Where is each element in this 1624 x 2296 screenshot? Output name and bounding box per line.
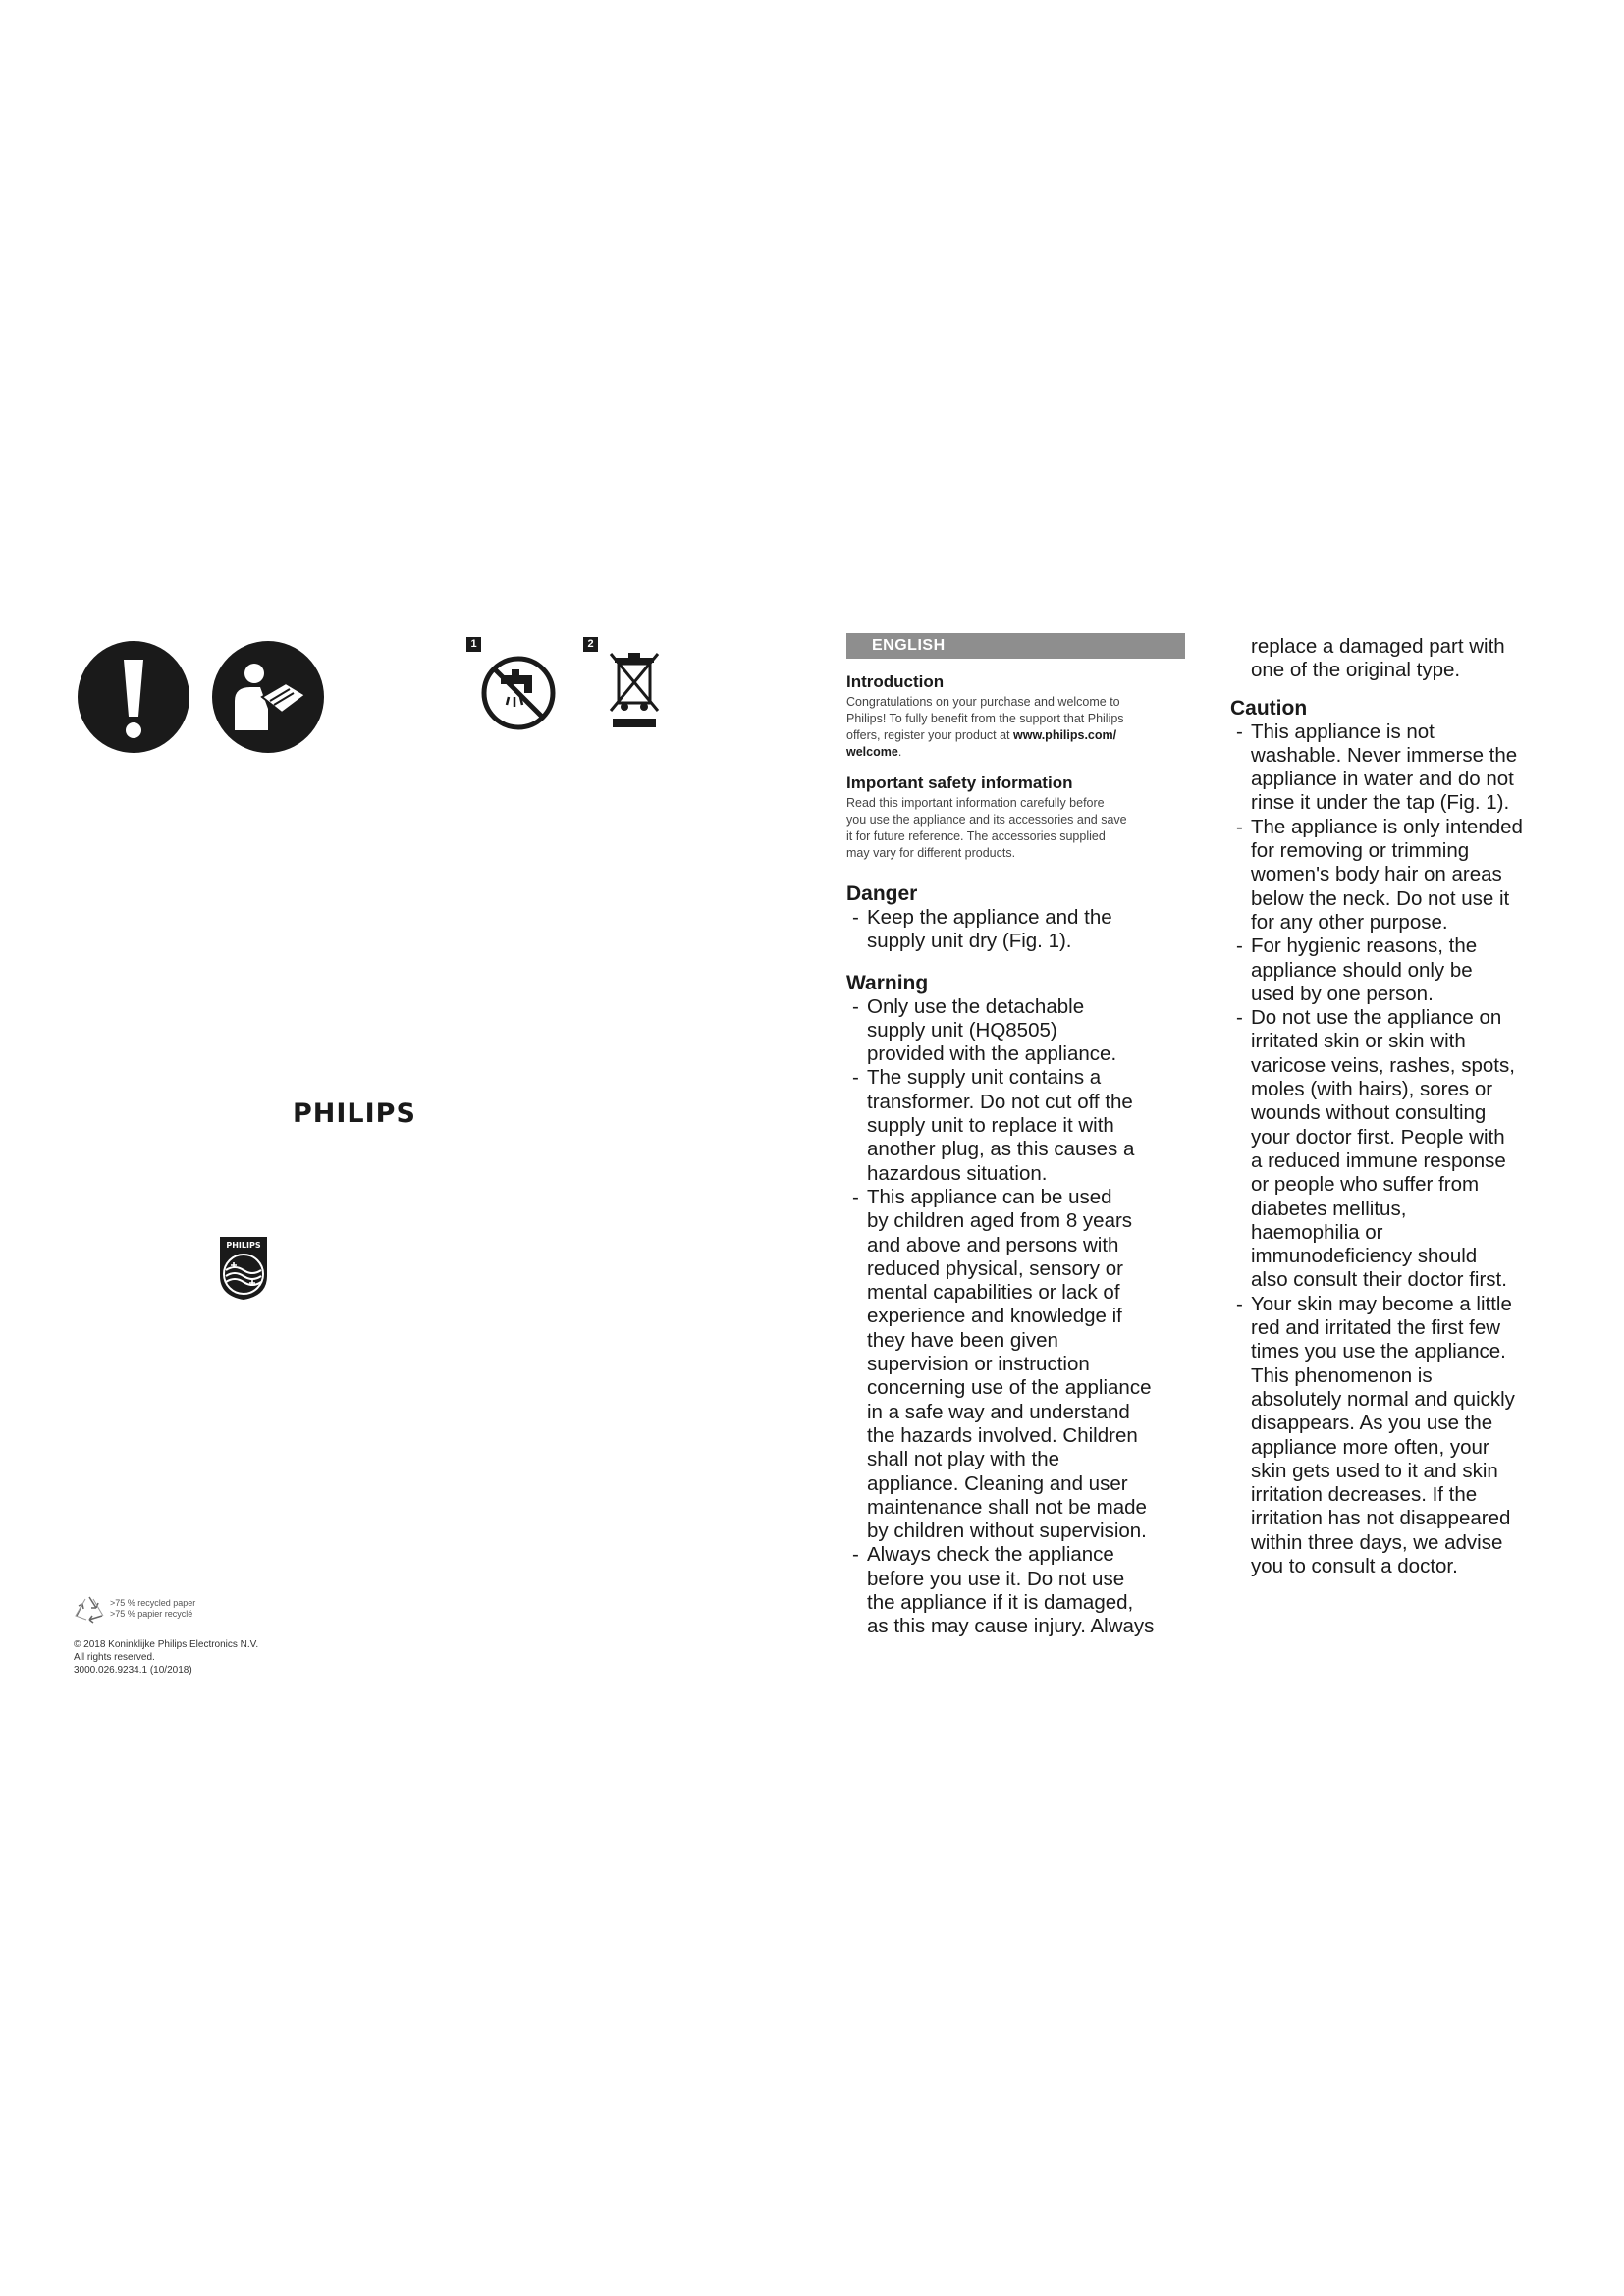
- danger-list: [846, 906, 1185, 954]
- text-line: The appliance is only intended: [1251, 815, 1523, 838]
- text-line: irritation decreases. If the: [1251, 1483, 1478, 1507]
- text-line: it for future reference. The accessories supplied: [846, 829, 1106, 843]
- text-line: rinse it under the tap (Fig. 1).: [1251, 791, 1510, 815]
- text-line: Keep the appliance and the: [867, 906, 1112, 929]
- text-line: the hazards involved. Children: [867, 1423, 1138, 1447]
- text-line: washable. Never immerse the: [1251, 743, 1518, 767]
- text-line: used by one person.: [1251, 982, 1434, 1005]
- text-line: by children aged from 8 years: [867, 1209, 1133, 1233]
- safety-title: Important safety information: [846, 774, 1073, 792]
- text-line: women's body hair on areas: [1251, 863, 1502, 886]
- language-header: ENGLISH: [846, 633, 1185, 659]
- text-line: and above and persons with: [867, 1233, 1119, 1256]
- text-line: Always check the appliance: [867, 1543, 1114, 1567]
- text-line: before you use it. Do not use: [867, 1567, 1125, 1590]
- text-line: in a safe way and understand: [867, 1400, 1130, 1423]
- text-line: one of the original type.: [1251, 659, 1461, 682]
- warning-exclamation-icon: [77, 640, 190, 754]
- caution-list: [1230, 721, 1584, 1579]
- svg-text:PHILIPS: PHILIPS: [226, 1241, 261, 1250]
- text-line: This appliance is not: [1251, 720, 1435, 743]
- text-column-2: [1230, 635, 1584, 1578]
- text-line: irritated skin or skin with: [1251, 1030, 1466, 1053]
- recycle-icon: [73, 1594, 106, 1624]
- text-line: transformer. Do not cut off the: [867, 1090, 1133, 1113]
- text-line: within three days, we advise: [1251, 1530, 1503, 1554]
- introduction-title: Introduction: [846, 672, 945, 691]
- registration-link-continued[interactable]: welcome: [846, 745, 898, 759]
- text-line: for any other purpose.: [1251, 910, 1448, 934]
- text-line: appliance more often, your: [1251, 1435, 1489, 1459]
- text-line: The supply unit contains a: [867, 1066, 1102, 1090]
- text-line: times you use the appliance.: [1251, 1340, 1506, 1363]
- text-line: disappears. As you use the: [1251, 1412, 1493, 1435]
- text-line: absolutely normal and quickly: [1251, 1387, 1515, 1411]
- text-line: wounds without consulting: [1251, 1101, 1487, 1125]
- introduction-text: [846, 694, 1185, 761]
- bullet-item: [846, 906, 1185, 954]
- text-line: supply unit to replace it with: [867, 1114, 1114, 1138]
- text-line: appliance. Cleaning and user: [867, 1471, 1128, 1495]
- text-line: for removing or trimming: [1251, 839, 1470, 863]
- text-line: offers, register your product at: [846, 728, 1013, 742]
- document-number: 3000.026.9234.1 (10/2018): [74, 1665, 192, 1676]
- text-line: maintenance shall not be made: [867, 1495, 1147, 1519]
- text-line: moles (with hairs), sores or: [1251, 1078, 1493, 1101]
- text-line: Read this important information carefully before: [846, 796, 1105, 810]
- text-line: your doctor first. People with: [1251, 1125, 1505, 1148]
- text-line: supply unit (HQ8505): [867, 1018, 1057, 1041]
- text-line: haemophilia or: [1251, 1220, 1383, 1244]
- text-line: Philips! To fully benefit from the support that Philips: [846, 712, 1124, 725]
- text-line: diabetes mellitus,: [1251, 1197, 1407, 1220]
- bullet-item: [1230, 934, 1584, 1006]
- text-line: by children without supervision.: [867, 1520, 1147, 1543]
- text-line: supervision or instruction: [867, 1353, 1090, 1376]
- text-line: may vary for different products.: [846, 846, 1016, 860]
- text-line: Only use the detachable: [867, 994, 1085, 1018]
- registration-link[interactable]: www.philips.com/: [1013, 728, 1117, 742]
- text-line: another plug, as this causes a: [867, 1138, 1135, 1161]
- bullet-item: [846, 1066, 1185, 1185]
- bullet-item: [1230, 1293, 1584, 1579]
- text-column-1: [846, 633, 1185, 1639]
- danger-section: [846, 882, 1185, 954]
- warning-list: [846, 995, 1185, 1639]
- text-line: the appliance if it is damaged,: [867, 1591, 1134, 1615]
- text-line: This phenomenon is: [1251, 1363, 1433, 1387]
- text-line: This appliance can be used: [867, 1185, 1112, 1208]
- text-line: skin gets used to it and skin: [1251, 1459, 1498, 1482]
- text-line: mental capabilities or lack of: [867, 1281, 1120, 1305]
- text-line: immunodeficiency should: [1251, 1245, 1478, 1268]
- text-line: you use the appliance and its accessories and save: [846, 813, 1127, 827]
- text-line: supply unit dry (Fig. 1).: [867, 930, 1072, 953]
- text-line: or people who suffer from: [1251, 1173, 1480, 1197]
- text-line: hazardous situation.: [867, 1161, 1048, 1185]
- no-water-tap-icon: [479, 654, 558, 732]
- text-line: experience and knowledge if: [867, 1305, 1122, 1328]
- warning-continuation: [1230, 635, 1584, 683]
- bullet-item: [846, 1543, 1185, 1638]
- recycle-note: [110, 1598, 195, 1620]
- bullet-item: [1230, 1006, 1584, 1293]
- text-line: Congratulations on your purchase and welcome to: [846, 695, 1120, 709]
- text-line: irritation has not disappeared: [1251, 1507, 1511, 1530]
- text-line: you to consult a doctor.: [1251, 1554, 1458, 1577]
- philips-shield-logo: [217, 1235, 270, 1302]
- recycle-line: >75 % papier recyclé: [110, 1609, 193, 1619]
- text-line: red and irritated the first few: [1251, 1316, 1501, 1340]
- text-line: For hygienic reasons, the: [1251, 934, 1478, 958]
- copyright-block: [74, 1638, 258, 1677]
- danger-title: Danger: [846, 882, 918, 905]
- text-line: appliance should only be: [1251, 958, 1473, 982]
- text-line: below the neck. Do not use it: [1251, 886, 1510, 910]
- caution-section: [1230, 697, 1584, 1579]
- figure-1-number: 1: [466, 637, 481, 652]
- bullet-item: [846, 995, 1185, 1067]
- text-line: .: [897, 745, 902, 759]
- warning-title: Warning: [846, 971, 929, 994]
- copyright-line: © 2018 Koninklijke Philips Electronics N.V.: [74, 1639, 259, 1650]
- text-line: shall not play with the: [867, 1448, 1060, 1471]
- text-line: they have been given: [867, 1328, 1058, 1352]
- bullet-item: [846, 1186, 1185, 1543]
- recycle-line: >75 % recycled paper: [110, 1598, 196, 1608]
- text-line: Your skin may become a little: [1251, 1292, 1512, 1315]
- bullet-item: [1230, 816, 1584, 934]
- warning-section: [846, 972, 1185, 1639]
- text-line: concerning use of the appliance: [867, 1376, 1152, 1400]
- copyright-line: All rights reserved.: [74, 1652, 155, 1663]
- text-line: provided with the appliance.: [867, 1042, 1117, 1066]
- introduction-section: [846, 672, 1185, 761]
- text-line: as this may cause injury. Always: [867, 1615, 1155, 1638]
- figure-2-number: 2: [583, 637, 598, 652]
- safety-section: [846, 774, 1185, 862]
- safety-text: [846, 795, 1185, 862]
- weee-crossed-bin-icon: [607, 650, 662, 730]
- text-line: appliance in water and do not: [1251, 768, 1514, 791]
- text-line: replace a damaged part with: [1251, 635, 1505, 658]
- text-line: varicose veins, rashes, spots,: [1251, 1053, 1515, 1077]
- text-line: a reduced immune response: [1251, 1148, 1506, 1172]
- read-manual-icon: [211, 640, 325, 754]
- text-line: Do not use the appliance on: [1251, 1006, 1502, 1030]
- caution-title: Caution: [1230, 696, 1308, 720]
- text-line: also consult their doctor first.: [1251, 1268, 1507, 1292]
- philips-wordmark: PHILIPS: [293, 1098, 416, 1129]
- bullet-item: [1230, 721, 1584, 816]
- text-line: reduced physical, sensory or: [867, 1256, 1123, 1280]
